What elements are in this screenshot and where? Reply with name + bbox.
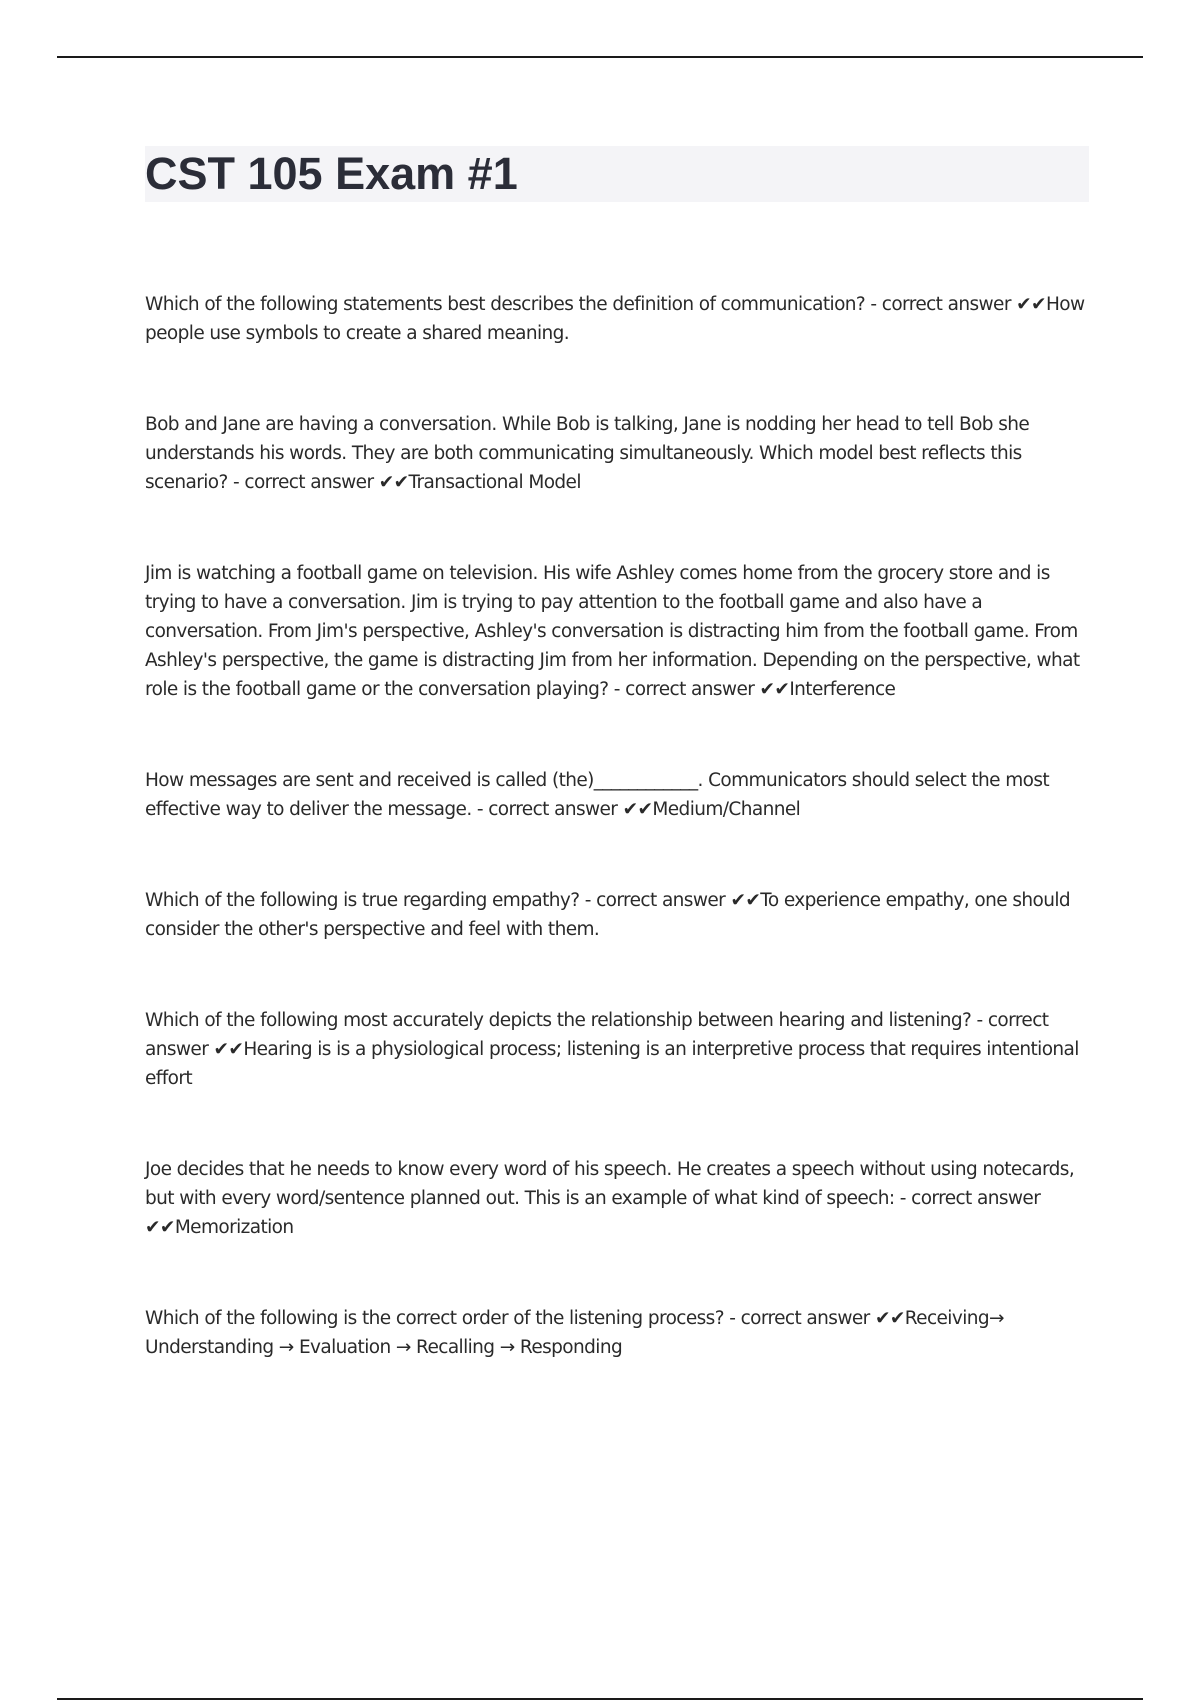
qa-item <box>145 766 1090 824</box>
checkmark-icon: ✔✔ <box>213 1039 244 1060</box>
qa-item <box>145 886 1090 944</box>
answer-text: To experience empathy, one should consider the other's perspective and feel with them. <box>145 890 1071 940</box>
checkmark-icon: ✔✔ <box>145 1217 175 1238</box>
checkmark-icon: ✔✔ <box>1016 294 1046 315</box>
question-text: Which of the following is the correct order of the listening process? - correct answer <box>145 1308 875 1329</box>
question-text: Joe decides that he needs to know every word of his speech. He creates a speech without using notecards, but with every word/sentence planned out. This is an example of what kind of speech: - correct answer <box>145 1159 1075 1209</box>
qa-item <box>145 290 1090 348</box>
page-title: CST 105 Exam #1 <box>145 148 518 199</box>
top-rule <box>57 56 1143 58</box>
checkmark-icon: ✔✔ <box>622 799 653 820</box>
qa-item <box>145 559 1090 704</box>
answer-text: Hearing is is a physiological process; listening is an interpretive process that requires intentional effort <box>145 1039 1079 1089</box>
answer-text: Memorization <box>174 1217 294 1238</box>
question-text: Which of the following is true regarding empathy? - correct answer <box>145 890 731 911</box>
qa-item <box>145 1006 1090 1093</box>
question-text: Bob and Jane are having a conversation. While Bob is talking, Jane is nodding her head to tell Bob she understands his words. They are both communicating simultaneously. Which model best reflects this scenario? - correct answer <box>145 414 1030 493</box>
qa-item <box>145 1304 1090 1362</box>
answer-text: Medium/Channel <box>652 799 801 820</box>
qa-list <box>145 290 1090 1362</box>
title-block <box>145 146 1089 202</box>
qa-item <box>145 410 1090 497</box>
checkmark-icon: ✔✔ <box>730 890 761 911</box>
question-text: Jim is watching a football game on television. His wife Ashley comes home from the grocery store and is trying to have a conversation. Jim is trying to pay attention to the football game and also have a conversation. From Jim's perspective, Ashley's conversation is distracting him from the football game. From Ashley's perspective, the game is distracting Jim from her information. Depending on the perspective, what role is the football game or the conversation playing? - correct answer <box>145 563 1080 700</box>
checkmark-icon: ✔✔ <box>759 679 790 700</box>
question-text: Which of the following statements best describes the definition of communication? - correct answer <box>145 294 1017 315</box>
answer-text: How people use symbols to create a shared meaning. <box>145 294 1085 344</box>
question-text: How messages are sent and received is called (the)____________. Communicators should select the most effective way to deliver the message. - correct answer <box>145 770 1050 820</box>
qa-item <box>145 1155 1090 1242</box>
question-text: Which of the following most accurately depicts the relationship between hearing and listening? - correct answer <box>145 1010 1049 1060</box>
checkmark-icon: ✔✔ <box>378 472 409 493</box>
checkmark-icon: ✔✔ <box>874 1308 905 1329</box>
answer-text: Interference <box>789 679 896 700</box>
answer-text: Transactional Model <box>408 472 581 493</box>
answer-text: Receiving→ Understanding → Evaluation → Recalling → Responding <box>145 1308 1004 1358</box>
